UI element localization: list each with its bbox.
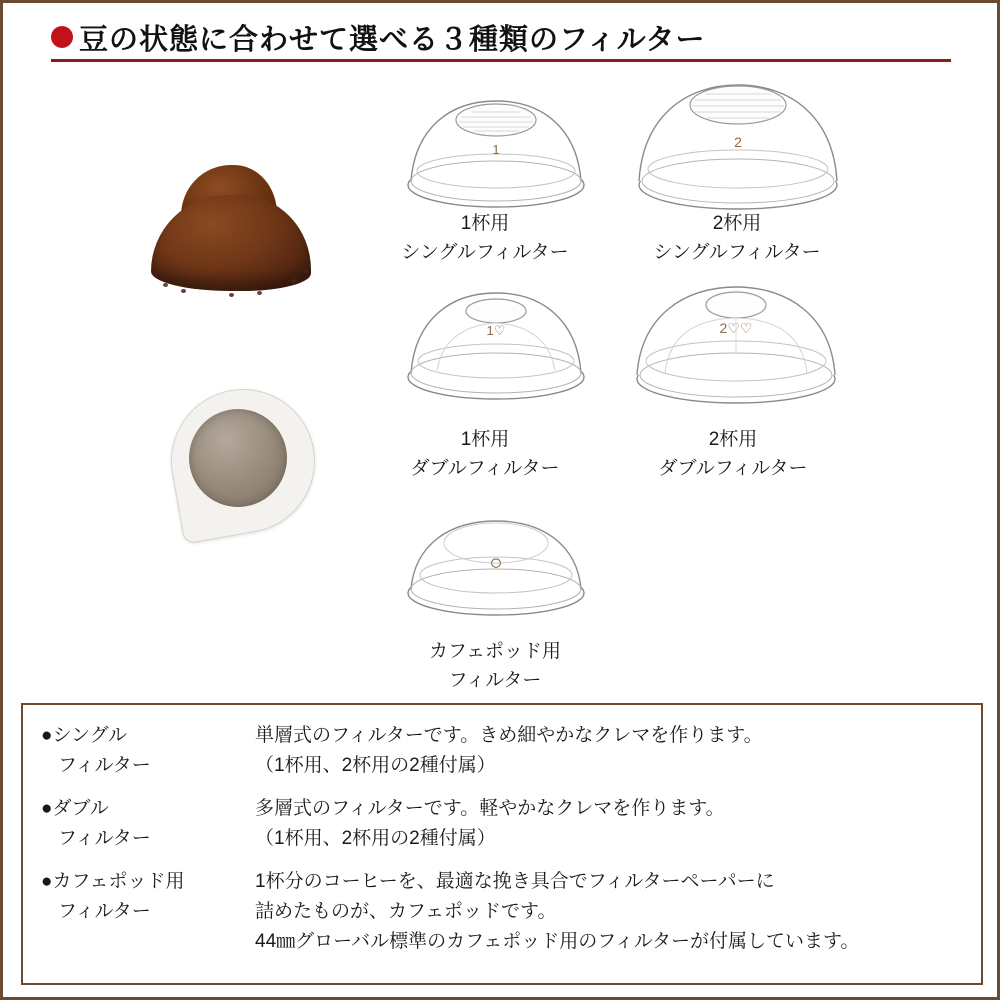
caption-line-2: ダブルフィルター xyxy=(410,458,560,480)
svg-text:1: 1 xyxy=(492,142,500,157)
red-circle-bullet-icon xyxy=(51,26,73,48)
caption-line-1: 1杯用 xyxy=(460,429,510,450)
caption-single-2cup xyxy=(617,209,857,268)
filter-double-2cup-illustration xyxy=(631,275,841,407)
filter-single-1cup-illustration xyxy=(401,93,591,211)
page-title: 豆の状態に合わせて選べる３種類のフィルター xyxy=(79,23,706,56)
ground-coffee-illustration xyxy=(151,159,311,299)
filter-double-1cup-illustration xyxy=(401,285,591,403)
caption-double-1cup xyxy=(365,425,605,484)
caption-line-1: カフェポッド用 xyxy=(428,641,562,662)
note-bullet: ● xyxy=(41,797,53,819)
note-row xyxy=(41,794,967,855)
note-term xyxy=(41,867,255,928)
note-term-line-2: フィルター xyxy=(58,828,151,850)
note-term xyxy=(41,721,255,782)
pod-coffee-puck xyxy=(189,409,287,507)
note-description xyxy=(255,794,967,855)
filter-description-box xyxy=(21,703,983,985)
svg-text:1♡: 1♡ xyxy=(486,323,506,338)
note-term-line-1: カフェポッド用 xyxy=(52,870,185,892)
caption-line-1: 1杯用 xyxy=(460,213,510,234)
caption-line-2: シングルフィルター xyxy=(653,242,821,264)
note-bullet: ● xyxy=(41,870,53,892)
caption-cafe-pod xyxy=(375,637,615,696)
note-term-line-2: フィルター xyxy=(58,755,151,777)
filter-cafe-pod-illustration xyxy=(401,507,591,619)
note-row xyxy=(41,721,967,782)
caption-line-2: ダブルフィルター xyxy=(658,458,808,480)
note-bullet: ● xyxy=(41,725,53,746)
caption-line-1: 2杯用 xyxy=(712,213,762,234)
note-desc-line-1: 1杯分のコーヒーを、最適な挽き具合でフィルターペーパーに xyxy=(255,870,775,892)
svg-text:2: 2 xyxy=(734,134,742,150)
svg-text:2♡♡: 2♡♡ xyxy=(719,320,753,336)
caption-line-2: フィルター xyxy=(448,670,542,692)
caption-double-2cup xyxy=(613,425,853,484)
note-row xyxy=(41,867,967,958)
note-description xyxy=(255,867,967,958)
page-title-bar xyxy=(51,15,951,62)
caption-line-2: シングルフィルター xyxy=(401,242,569,264)
note-term-line-1: ダブル xyxy=(52,797,109,819)
coffee-pod-illustration xyxy=(171,389,321,539)
note-desc-line-1: 単層式のフィルターです。きめ細やかなクレマを作ります。 xyxy=(255,725,763,746)
note-desc-line-2: 詰めたものが、カフェポッドです。 xyxy=(255,900,557,922)
note-term xyxy=(41,794,255,855)
note-desc-line-1: 多層式のフィルターです。軽やかなクレマを作ります。 xyxy=(255,797,725,819)
caption-single-1cup xyxy=(365,209,605,268)
filter-illustration-area xyxy=(3,59,1000,695)
note-description xyxy=(255,721,967,782)
note-desc-line-3: 44㎜グローバル標準のカフェポッド用のフィルターが付属しています。 xyxy=(255,931,860,953)
grounds-pile xyxy=(151,195,311,291)
note-desc-line-2: （1杯用、2杯用の2種付属） xyxy=(255,755,496,777)
note-term-line-2: フィルター xyxy=(58,900,151,922)
caption-line-1: 2杯用 xyxy=(708,429,758,450)
note-desc-line-2: （1杯用、2杯用の2種付属） xyxy=(255,828,496,850)
note-term-line-1: シングル xyxy=(52,725,128,746)
filter-single-2cup-illustration xyxy=(633,77,843,213)
